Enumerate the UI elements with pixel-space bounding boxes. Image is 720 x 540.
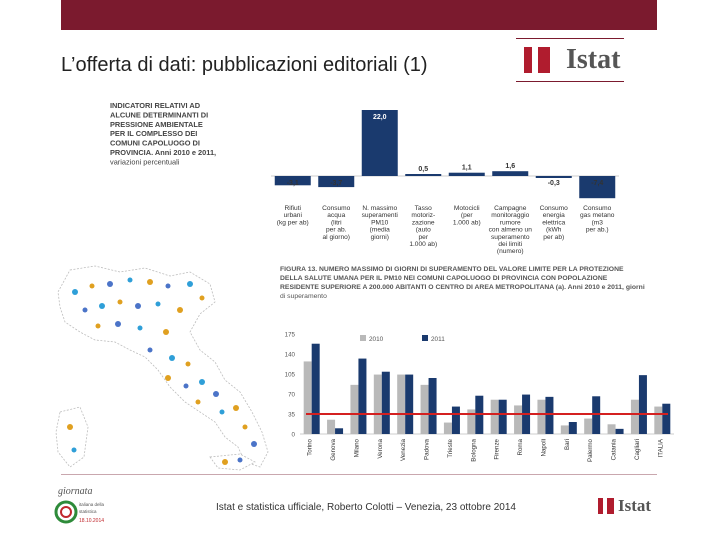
chart1-category-label: Tasso [414,205,432,212]
chart2-bar-2010 [421,385,429,434]
header-bar [61,0,657,30]
chart2-bar-2011 [639,375,647,434]
chart1-category-label: (kg per ab) [276,219,309,227]
chart2-bar-2010 [514,405,522,434]
slide-title: L’offerta di dati: pubblicazioni editoriali (1) [61,54,428,76]
chart1-category-label: (numero) [496,248,524,256]
chart1-value-label: 1,6 [505,163,516,171]
chart2-bar-2011 [662,404,670,434]
svg-text:italiana della: italiana della [79,502,105,507]
chart2-category-label: ITALIA [657,439,665,458]
legend-label-2011: 2011 [431,336,445,343]
chart1-category-label: urbani [283,212,302,220]
chart1-category-label: per ab. [325,226,347,234]
chart2-bar-2010 [491,400,499,434]
chart2-bar-2011 [358,359,366,434]
chart1-bar [492,171,528,176]
chart2-legend [360,335,445,343]
chart1-category-label: Consumo [322,205,351,212]
legend-swatch-2011 [422,335,428,341]
chart2-bar-2010 [327,420,335,434]
chart2-category-label: Bari [563,439,571,451]
chart1-category-label: superamento [491,233,530,241]
chart2-bar-2010 [537,400,545,434]
chart1-title-line: INDICATORI RELATIVI AD [110,101,201,110]
chart2-bar-2011 [592,396,600,434]
svg-text:18.10.2014: 18.10.2014 [79,518,105,524]
chart1-category-label: per ab) [543,233,565,241]
chart1-title-line: COMUNI CAPOLUOGO DI [110,138,200,148]
chart1-category-label: superamenti [361,212,398,220]
chart2-category-label: Milano [353,439,361,458]
indicators-chart [106,98,620,260]
chart1-value-label: 0,5 [418,166,429,173]
chart2-category-label: Napoli [540,439,548,457]
chart1-category-label: (litri [330,219,342,227]
svg-text:giornata: giornata [58,486,93,497]
chart2-ytick-label: 175 [284,331,295,339]
chart1-category-label: acqua [327,212,346,220]
chart1-category-label: 1.000 ab) [409,241,438,248]
chart1-title-line: PER IL COMPLESSO DEI [110,129,198,139]
chart2-category-label: Palermo [587,439,595,463]
chart1-category-label: (m3 [591,219,603,227]
chart2-category-label: Firenze [493,439,501,460]
chart2-ytick-label: 105 [284,371,295,379]
footer-divider [61,474,657,475]
chart1-category-label: (per [460,212,473,220]
chart1-title-line: PROVINCIA. Anni 2010 e 2011, [110,148,217,157]
chart1-category-label: (auto [415,226,431,234]
chart2-bar-2010 [350,385,358,434]
chart1-value-label: -3,7 [330,180,343,187]
chart1-category-label: energia [542,212,565,220]
chart1-title-line: variazioni percentuali [110,157,180,167]
chart2-category-label: Verona [376,439,384,459]
chart1-title-line: ALCUNE DETERMINANTI DI [110,110,209,120]
chart2-title-line: FIGURA 13. NUMERO MASSIMO DI GIORNI DI SUPERAMENTO DEL VALORE LIMITE PER LA PROTEZIONE [280,266,624,273]
chart2-bar-2010 [584,419,592,434]
chart2-category-label: Cagliari [633,439,641,460]
chart1-category-label: monitoraggio [491,212,530,220]
chart1-value-label: -0,3 [547,180,560,187]
chart2-ytick-label: 70 [288,391,295,399]
chart1-category-label: (media [369,226,390,234]
chart2-bar-2011 [429,378,437,434]
chart1-category-label: Consumo [583,205,612,212]
chart1-bar [405,174,441,176]
chart2-bar-2011 [335,428,343,434]
chart1-category-label: per ab.) [585,226,609,234]
legend-swatch-2010 [360,335,366,341]
chart2-category-label: Trieste [446,439,454,458]
chart2-bar-2011 [312,344,320,434]
chart2-bar-2011 [405,375,413,434]
chart2-category-label: Torino [306,439,314,456]
chart1-bar [536,176,572,178]
chart2-bar-2010 [374,375,382,434]
legend-label-2010: 2010 [369,336,384,343]
chart2-bar-2011 [569,422,577,434]
chart1-category-label: N. massimo [362,205,398,212]
chart1-value-label: -3,1 [286,180,299,187]
chart1-category-label: giorni) [370,233,389,241]
italy-map [40,262,270,474]
chart1-category-label: con almeno un [488,226,532,234]
chart2-title-line: di superamento [280,293,327,300]
chart1-value-label: 22,0 [372,114,387,121]
chart2-bar-2010 [654,407,662,434]
chart2-bar-2010 [397,375,405,434]
chart2-bar-2010 [304,361,312,434]
istat-logo: Istat [516,38,624,82]
chart2-category-label: Venezia [400,439,408,462]
chart2-category-label: Bologna [470,439,478,462]
chart1-bar [449,173,485,176]
svg-text:statistica: statistica [79,509,97,514]
chart1-category-label: Rifiuti [284,205,301,212]
chart1-category-label: Motocicli [453,205,480,212]
chart1-category-label: rumore [499,219,521,227]
chart1-category-label: al giorno) [322,233,350,241]
chart2-bar-2011 [616,429,624,434]
chart1-category-label: PM10 [371,219,389,227]
chart2-bar-2010 [608,424,616,434]
chart2-bar-2010 [561,425,569,434]
chart2-ytick-label: 140 [284,351,295,359]
chart1-category-label: 1.000 ab) [452,219,481,227]
chart2-bar-2011 [452,407,460,434]
chart1-category-label: gas metano [580,212,615,220]
chart1-category-label: elettrica [542,219,566,227]
chart1-category-label: zazione [411,219,435,227]
chart2-bar-2010 [631,400,639,434]
chart1-category-label: Consumo [539,205,568,212]
chart2-category-label: Padova [423,439,431,460]
chart2-category-label: Genova [330,439,338,461]
chart1-value-label: -7,4 [591,180,604,187]
chart2-bar-2011 [499,400,507,434]
chart2-bar-2011 [545,397,553,434]
chart1-title-line: PRESSIONE AMBIENTALE [110,119,203,129]
chart1-value-label: 1,1 [461,164,472,172]
footer-text: Istat e statistica ufficiale, Roberto Colotti – Venezia, 23 ottobre 2014 [216,502,516,513]
istat-logo-small: Istat [598,496,658,516]
chart2-ytick-label: 0 [291,431,295,439]
chart1-category-label: per [418,233,429,241]
giornata-statistica-logo [52,484,112,530]
chart2-title-line: DELLA SALUTE UMANA PER IL PM10 NEI COMUNI CAPOLUOGO DI PROVINCIA CON POPOLAZIONE [280,275,608,282]
chart1-category-label: motoriz- [411,212,436,220]
chart2-category-label: Catania [610,439,618,461]
chart1-category-label: dei limiti [498,241,523,248]
chart1-category-label: (kWh [546,226,562,234]
chart2-title-line: RESIDENTE SUPERIORE A 200.000 ABITANTI O CENTRO DI AREA METROPOLITANA (a). Anni 2010 e 2011, giorni [280,284,645,291]
pm10-chart [276,262,682,466]
chart2-category-label: Roma [517,439,525,456]
chart2-ytick-label: 35 [288,411,295,419]
chart2-bar-2011 [382,372,390,434]
chart1-category-label: Campagne [494,205,527,212]
chart2-bar-2010 [444,423,452,434]
